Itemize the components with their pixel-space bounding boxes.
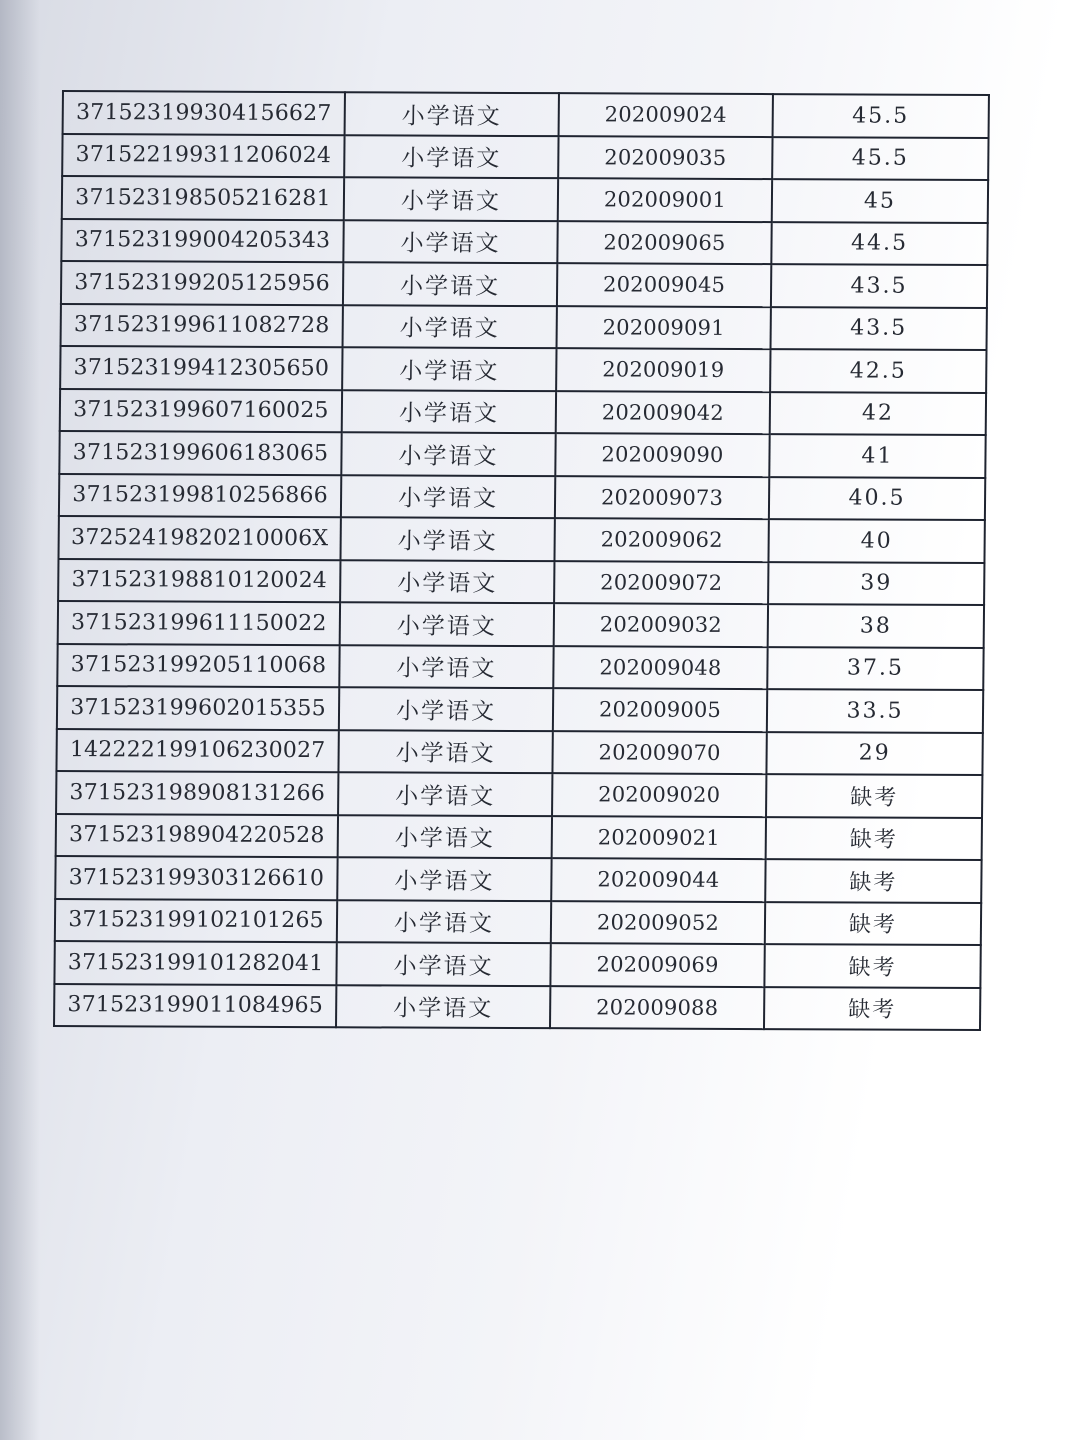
exam-number-cell: 202009045 [557,263,771,306]
exam-number-cell: 202009048 [553,646,767,689]
table-row [58,601,984,648]
table-row [61,261,987,308]
id-number-cell: 371523199101282041 [54,941,336,985]
table-row [62,176,988,223]
id-number-cell: 371523199011084965 [54,984,336,1028]
exam-number-cell: 202009091 [557,306,771,349]
id-number-cell: 371523199205125956 [61,261,343,305]
subject-cell: 小学语文 [339,645,553,688]
score-cell: 39 [768,562,984,605]
subject-cell: 小学语文 [343,220,557,263]
table-row [60,346,986,393]
subject-cell: 小学语文 [344,135,558,178]
score-cell: 42.5 [770,349,986,392]
subject-cell: 小学语文 [337,857,551,900]
exam-number-cell: 202009001 [558,178,772,221]
exam-number-cell: 202009062 [554,518,768,561]
id-number-cell: 371523198904220528 [56,814,338,858]
subject-cell: 小学语文 [338,772,552,815]
table-row [58,559,984,606]
table-row [56,771,982,818]
score-cell: 45.5 [773,94,989,137]
subject-cell: 小学语文 [344,177,558,220]
id-number-cell: 371523198810120024 [58,559,340,603]
score-cell: 缺考 [765,902,981,945]
id-number-cell: 371523199303126610 [55,856,337,900]
exam-number-cell: 202009019 [556,348,770,391]
score-table [53,90,990,1031]
table-row [61,304,987,351]
score-cell: 缺考 [766,817,982,860]
exam-number-cell: 202009090 [555,433,769,476]
exam-number-cell: 202009070 [552,731,766,774]
id-number-cell: 371523199412305650 [60,346,342,390]
id-number-cell: 37252419820210006X [59,516,341,560]
subject-cell: 小学语文 [338,815,552,858]
id-number-cell: 371523198505216281 [62,176,344,220]
score-cell: 42 [770,392,986,435]
exam-number-cell: 202009032 [554,603,768,646]
table-row [55,899,981,946]
exam-number-cell: 202009065 [557,221,771,264]
score-cell: 43.5 [771,264,987,307]
id-number-cell: 371522199311206024 [62,134,344,178]
score-cell: 缺考 [765,859,981,902]
subject-cell: 小学语文 [341,475,555,518]
table-row [61,219,987,266]
id-number-cell: 371523199611150022 [58,601,340,645]
subject-cell: 小学语文 [340,560,554,603]
subject-cell: 小学语文 [345,92,559,135]
id-number-cell: 371523199607160025 [60,389,342,433]
score-cell: 缺考 [764,987,980,1030]
exam-number-cell: 202009069 [550,943,764,986]
exam-number-cell: 202009020 [552,773,766,816]
score-cell: 40 [768,519,984,562]
table-row [63,91,989,138]
subject-cell: 小学语文 [336,985,550,1028]
exam-number-cell: 202009052 [551,901,765,944]
exam-number-cell: 202009072 [554,561,768,604]
id-number-cell: 371523198908131266 [56,771,338,815]
score-table-body [54,91,989,1030]
score-cell: 45 [772,179,988,222]
score-cell: 41 [769,434,985,477]
id-number-cell: 371523199606183065 [59,431,341,475]
table-row [56,729,982,776]
score-cell: 38 [768,604,984,647]
id-number-cell: 142222199106230027 [56,729,338,773]
table-row [59,474,985,521]
exam-number-cell: 202009088 [550,986,764,1029]
score-table-sheet [53,90,986,1031]
exam-number-cell: 202009021 [552,816,766,859]
table-row [59,431,985,478]
subject-cell: 小学语文 [343,262,557,305]
subject-cell: 小学语文 [339,687,553,730]
subject-cell: 小学语文 [336,942,550,985]
table-row [54,941,980,988]
id-number-cell: 371523199611082728 [61,304,343,348]
table-row [54,984,980,1031]
table-row [60,389,986,436]
id-number-cell: 371523199102101265 [55,899,337,943]
table-row [62,134,988,181]
score-cell: 37.5 [767,647,983,690]
subject-cell: 小学语文 [342,390,556,433]
score-cell: 缺考 [766,774,982,817]
id-number-cell: 371523199304156627 [63,91,345,135]
id-number-cell: 371523199602015355 [57,686,339,730]
subject-cell: 小学语文 [340,602,554,645]
subject-cell: 小学语文 [337,900,551,943]
score-cell: 40.5 [769,477,985,520]
exam-number-cell: 202009005 [553,688,767,731]
score-cell: 29 [766,732,982,775]
score-cell: 45.5 [772,137,988,180]
subject-cell: 小学语文 [340,517,554,560]
table-row [59,516,985,563]
page-edge-shadow [0,0,40,1440]
exam-number-cell: 202009044 [551,858,765,901]
id-number-cell: 371523199004205343 [61,219,343,263]
score-cell: 43.5 [771,307,987,350]
exam-number-cell: 202009073 [555,476,769,519]
subject-cell: 小学语文 [338,730,552,773]
subject-cell: 小学语文 [343,305,557,348]
score-cell: 33.5 [767,689,983,732]
table-row [57,686,983,733]
exam-number-cell: 202009035 [558,136,772,179]
exam-number-cell: 202009042 [556,391,770,434]
score-cell: 缺考 [764,944,980,987]
id-number-cell: 371523199205110068 [57,644,339,688]
table-row [55,856,981,903]
score-cell: 44.5 [771,222,987,265]
subject-cell: 小学语文 [342,347,556,390]
subject-cell: 小学语文 [341,432,555,475]
table-row [57,644,983,691]
exam-number-cell: 202009024 [559,93,773,136]
id-number-cell: 371523199810256866 [59,474,341,518]
table-row [56,814,982,861]
